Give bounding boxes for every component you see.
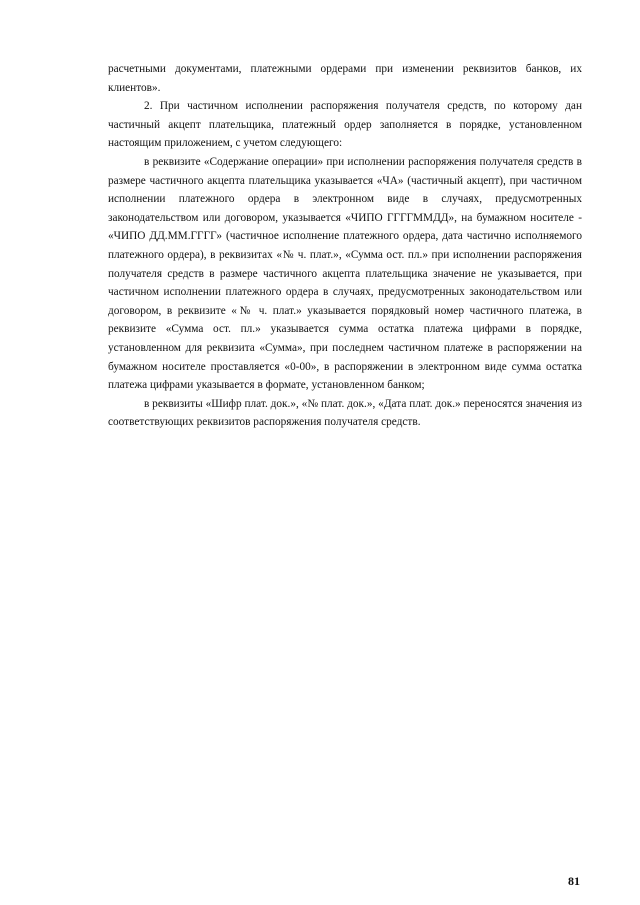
document-body xyxy=(108,60,582,432)
paragraph-item-2: 2. При частичном исполнении распоряжения получателя средств, по которому дан частичный акцепт плательщика, платежный ордер заполняется в порядке, установленном настоящим приложением, с учетом следующего: xyxy=(108,100,582,150)
paragraph-continuation: расчетными документами, платежными ордерами при изменении реквизитов банков, их клиентов». xyxy=(108,63,582,94)
paragraph-operation-content: в реквизите «Содержание операции» при исполнении распоряжения получателя средств в размере частичного акцепта плательщика указывается «ЧА» (частичный акцепт), при частичном исполнении платежного ордера в электронном виде в случаях, предусмотренных законодательством или договором, указывается «ЧИПО ГГГГММДД», на бумажном носителе - «ЧИПО ДД.ММ.ГГГГ» (частичное исполнение платежного ордера, дата частично исполняемого платежного ордера), в реквизитах «№ ч. плат.», «Сумма ост. пл.» при исполнении распоряжения получателя средств в размере частичного акцепта плательщика значение не указывается, при частичном исполнении платежного ордера в случаях, предусмотренных законодательством или договором, в реквизите «№ ч. плат.» указывается порядковый номер частичного платежа, в реквизите «Сумма ост. пл.» указывается сумма остатка платежа цифрами в порядке, установленном для реквизита «Сумма», при последнем частичном платеже в распоряжении на бумажном носителе проставляется «0-00», в распоряжении в электронном виде сумма остатка платежа цифрами указывается в формате, установленном банком; xyxy=(108,155,582,392)
paragraph-transfer-details: в реквизиты «Шифр плат. док.», «№ плат. док.», «Дата плат. док.» переносятся значения из соответствующих реквизитов распоряжения получателя средств. xyxy=(108,397,582,429)
page-number: 81 xyxy=(568,874,580,888)
